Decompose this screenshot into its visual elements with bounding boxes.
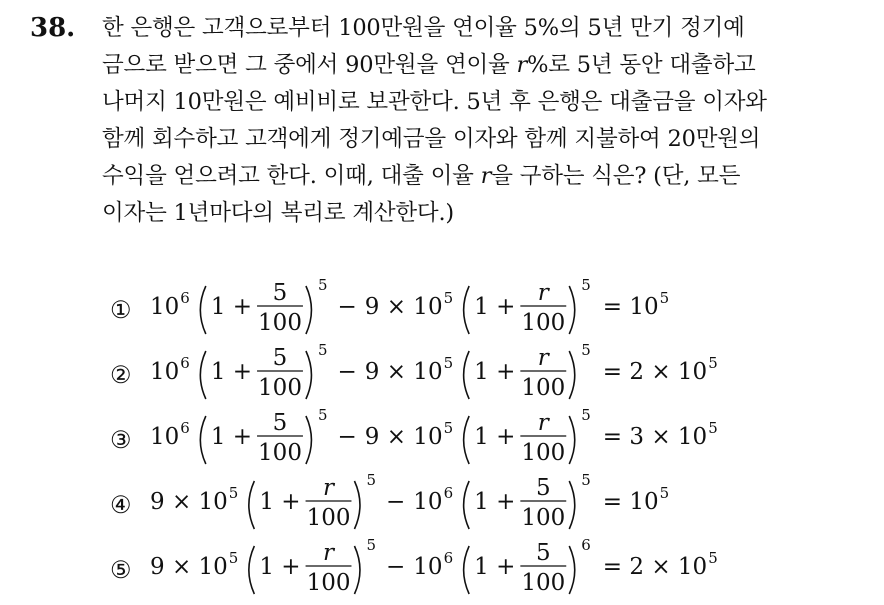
one-plus: 1 + [474, 489, 516, 515]
right-parenthesis [569, 481, 575, 529]
outer-exponent: 6 [581, 536, 591, 554]
question-line [102, 195, 862, 232]
fraction-numerator-r: r [323, 540, 335, 566]
left-parenthesis [464, 351, 470, 399]
coefficient-exponent: 6 [443, 484, 454, 502]
question-text-segment: 금으로 받으면 그 중에서 90만원을 연이율 [102, 52, 517, 78]
fraction-denominator: 100 [521, 505, 566, 531]
left-parenthesis [249, 481, 255, 529]
minus-sign: − [337, 424, 357, 450]
outer-exponent: 5 [317, 406, 328, 424]
coefficient: 9 × 10 [364, 294, 443, 320]
one-plus: 1 + [474, 554, 516, 580]
fraction-numerator: 5 [535, 540, 551, 566]
fraction-numerator: 5 [272, 410, 288, 436]
outer-exponent: 5 [317, 276, 328, 294]
option-formula [148, 341, 768, 405]
fraction-numerator: 5 [535, 475, 551, 501]
coefficient: 10 [413, 489, 443, 515]
rhs-exponent: 5 [659, 484, 670, 502]
question-line [102, 10, 862, 47]
right-parenthesis [569, 286, 575, 334]
outer-exponent: 5 [581, 341, 591, 359]
outer-exponent: 5 [366, 536, 377, 554]
right-parenthesis [569, 351, 575, 399]
one-plus: 1 + [210, 424, 253, 450]
option-marker: ① [110, 296, 132, 324]
answer-option[interactable] [110, 341, 810, 405]
variable-r: r [516, 52, 528, 78]
coefficient-exponent: 5 [228, 484, 239, 502]
question-text-segment: 이자는 1년마다의 복리로 계산한다.) [102, 200, 454, 226]
rhs-exponent: 5 [708, 419, 718, 437]
question-text-segment: 수익을 얻으려고 한다. 이때, 대출 이율 [102, 163, 481, 189]
option-marker: ③ [110, 426, 132, 454]
coefficient-exponent: 6 [180, 354, 190, 372]
coefficient-exponent: 6 [443, 549, 454, 567]
outer-exponent: 5 [366, 471, 377, 489]
question-text-segment: 한 은행은 고객으로부터 100만원을 연이율 5%의 5년 만기 정기예 [102, 15, 745, 41]
right-hand-side: = 3 × 10 [602, 424, 708, 450]
fraction-numerator-r: r [537, 280, 549, 306]
variable-r: r [480, 163, 492, 189]
fraction-numerator-r: r [537, 410, 549, 436]
minus-sign: − [386, 554, 406, 580]
question-line [102, 121, 862, 158]
fraction-denominator: 100 [258, 375, 302, 401]
coefficient: 9 × 10 [150, 554, 228, 580]
right-parenthesis [569, 546, 575, 594]
option-formula [148, 536, 768, 600]
coefficient: 9 × 10 [364, 424, 443, 450]
fraction-denominator: 100 [306, 505, 351, 531]
minus-sign: − [337, 359, 357, 385]
option-marker: ② [110, 361, 132, 389]
option-formula [148, 276, 768, 340]
coefficient: 9 × 10 [364, 359, 443, 385]
right-parenthesis [569, 416, 575, 464]
question-text-segment: 함께 회수하고 고객에게 정기예금을 이자와 함께 지불하여 20만원의 [102, 126, 761, 152]
outer-exponent: 5 [581, 406, 591, 424]
left-parenthesis [200, 416, 206, 464]
coefficient-exponent: 5 [443, 289, 454, 307]
left-parenthesis [464, 481, 470, 529]
one-plus: 1 + [210, 294, 253, 320]
right-hand-side: = 2 × 10 [602, 554, 708, 580]
coefficient: 10 [150, 294, 180, 320]
coefficient: 10 [413, 554, 443, 580]
one-plus: 1 + [259, 554, 301, 580]
option-formula [148, 406, 768, 470]
minus-sign: − [337, 294, 357, 320]
question-line [102, 84, 862, 121]
question-text-segment: %로 5년 동안 대출하고 [527, 52, 756, 78]
right-parenthesis [354, 481, 360, 529]
left-parenthesis [200, 286, 206, 334]
fraction-denominator: 100 [521, 570, 566, 596]
right-hand-side: = 10 [602, 294, 659, 320]
question-line [102, 158, 862, 195]
coefficient: 9 × 10 [150, 489, 228, 515]
left-parenthesis [464, 546, 470, 594]
fraction-numerator: 5 [272, 280, 288, 306]
outer-exponent: 5 [581, 471, 591, 489]
one-plus: 1 + [474, 294, 516, 320]
option-formula [148, 471, 768, 535]
question-text-segment: 나머지 10만원은 예비비로 보관한다. 5년 후 은행은 대출금을 이자와 [102, 89, 767, 115]
coefficient-exponent: 5 [443, 354, 454, 372]
right-hand-side: = 10 [602, 489, 659, 515]
rhs-exponent: 5 [708, 549, 718, 567]
left-parenthesis [249, 546, 255, 594]
coefficient-exponent: 5 [443, 419, 454, 437]
option-marker: ④ [110, 491, 132, 519]
rhs-exponent: 5 [659, 289, 670, 307]
coefficient: 10 [150, 359, 180, 385]
one-plus: 1 + [474, 424, 516, 450]
question-text [102, 10, 862, 232]
minus-sign: − [386, 489, 406, 515]
right-hand-side: = 2 × 10 [602, 359, 708, 385]
outer-exponent: 5 [581, 276, 591, 294]
answer-option[interactable] [110, 406, 810, 470]
left-parenthesis [464, 286, 470, 334]
question-number: 38. [30, 13, 76, 43]
fraction-numerator-r: r [537, 345, 549, 371]
question-line [102, 47, 862, 84]
fraction-denominator: 100 [521, 440, 566, 466]
coefficient-exponent: 6 [180, 289, 190, 307]
left-parenthesis [464, 416, 470, 464]
one-plus: 1 + [474, 359, 516, 385]
right-parenthesis [354, 546, 360, 594]
fraction-denominator: 100 [306, 570, 351, 596]
one-plus: 1 + [259, 489, 301, 515]
fraction-denominator: 100 [521, 375, 566, 401]
answer-option[interactable] [110, 536, 810, 600]
left-parenthesis [200, 351, 206, 399]
question-text-segment: 을 구하는 식은? (단, 모든 [491, 163, 741, 189]
right-parenthesis [306, 416, 312, 464]
outer-exponent: 5 [317, 341, 328, 359]
fraction-numerator: 5 [272, 345, 288, 371]
answer-option[interactable] [110, 471, 810, 535]
fraction-denominator: 100 [258, 440, 302, 466]
option-marker: ⑤ [110, 556, 132, 584]
fraction-numerator-r: r [323, 475, 335, 501]
right-parenthesis [306, 286, 312, 334]
coefficient-exponent: 6 [180, 419, 190, 437]
right-parenthesis [306, 351, 312, 399]
answer-option[interactable] [110, 276, 810, 340]
fraction-denominator: 100 [258, 310, 302, 336]
coefficient: 10 [150, 424, 180, 450]
coefficient-exponent: 5 [228, 549, 239, 567]
fraction-denominator: 100 [521, 310, 566, 336]
rhs-exponent: 5 [708, 354, 718, 372]
one-plus: 1 + [210, 359, 253, 385]
